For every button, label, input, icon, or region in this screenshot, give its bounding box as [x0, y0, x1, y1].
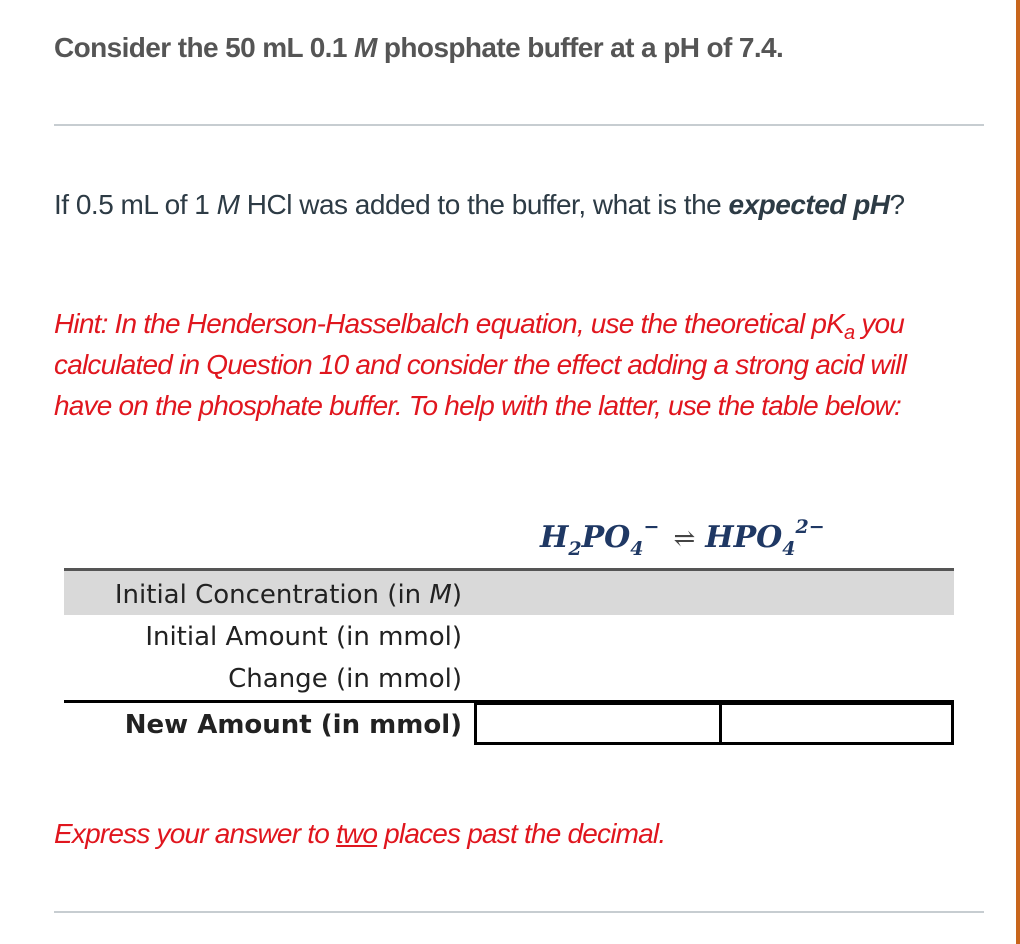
- equilibrium-arrow-icon: ⇌: [673, 524, 696, 554]
- page-right-border: [1016, 0, 1020, 944]
- question-middle: HCl was added to the buffer, what is the: [239, 189, 729, 220]
- question-unit: M: [216, 189, 240, 220]
- instruction-underlined: two: [335, 818, 378, 849]
- eq-base-sub: 4: [782, 538, 796, 560]
- title-text-before: Consider the 50 mL 0.1: [54, 32, 355, 63]
- eq-base-charge: 2−: [795, 516, 825, 538]
- row1-close: ): [451, 580, 462, 610]
- hint-subscript: a: [844, 322, 855, 344]
- eq-acid-sub2: 4: [630, 538, 644, 560]
- row-label-change: Change (in mmol): [228, 664, 462, 694]
- eq-acid-po: PO: [581, 520, 631, 555]
- title-unit: M: [354, 32, 377, 63]
- question-text: [54, 185, 964, 225]
- hint-after: you calculated in Question 10 and consider the effect adding a strong acid will have on the phosphate buffer. To help with the latter, use the table below:: [54, 308, 907, 421]
- row1-text: Initial Concentration (in: [114, 580, 430, 610]
- ice-table: [64, 568, 954, 752]
- new-amount-h2po4-box[interactable]: [474, 702, 722, 745]
- eq-base: HPO: [705, 520, 783, 555]
- question-before: If 0.5 mL of 1: [54, 189, 217, 220]
- eq-acid-sub1: 2: [568, 538, 582, 560]
- title-text-after: phosphate buffer at a pH of 7.4.: [376, 32, 784, 63]
- top-divider: [54, 124, 984, 126]
- row1-unit: M: [429, 580, 452, 610]
- question-end: ?: [889, 189, 905, 220]
- instruction-before: Express your answer to: [54, 818, 336, 849]
- eq-acid-h: H: [540, 520, 569, 555]
- row-label-new-amount: New Amount (in mmol): [124, 710, 462, 740]
- instruction-after: places past the decimal.: [377, 818, 666, 849]
- row-label-initial-amount: Initial Amount (in mmol): [145, 622, 462, 652]
- new-amount-hpo4-box[interactable]: [719, 702, 954, 745]
- page-title: [54, 32, 783, 64]
- hint-text: [54, 303, 964, 426]
- phosphate-equilibrium-equation: [540, 516, 825, 560]
- question-emphasis: expected pH: [728, 189, 890, 220]
- eq-acid-charge: −: [643, 516, 660, 538]
- row-label-initial-concentration: [115, 580, 462, 610]
- hint-before: Hint: In the Henderson-Hasselbalch equation, use the theoretical pK: [54, 308, 845, 339]
- bottom-divider: [54, 911, 984, 913]
- answer-instruction: [54, 818, 665, 850]
